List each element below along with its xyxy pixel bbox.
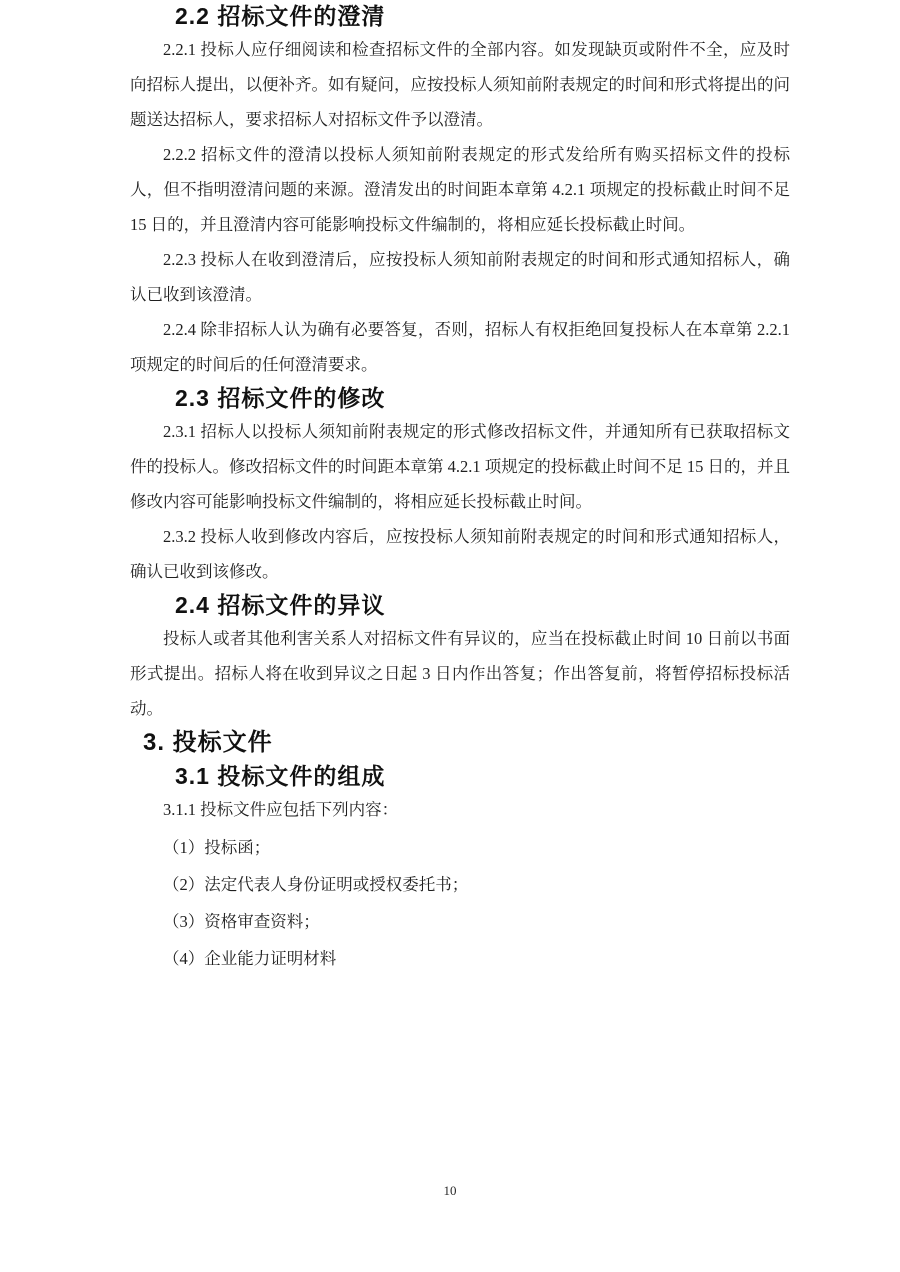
page-number: 10 (443, 1183, 457, 1198)
list-item-4: （4）企业能力证明材料 (163, 949, 337, 968)
section-heading-2-4: 2.4 招标文件的异议 (175, 592, 386, 618)
section-heading-2-3: 2.3 招标文件的修改 (175, 385, 386, 411)
paragraph-2-2-2: 2.2.2 招标文件的澄清以投标人须知前附表规定的形式发给所有购买招标文件的投标人，但不指明澄清问题的来源。澄清发出的时间距本章第 4.2.1 项规定的投标截止时间不足 15 日的，并且澄清内容可能影响投标文件编制的，将相应延长投标截止时间。 (130, 145, 790, 234)
section-heading-3-1: 3.1 投标文件的组成 (175, 763, 386, 789)
paragraph-3-1-1: 3.1.1 投标文件应包括下列内容： (163, 800, 399, 819)
list-item-1: （1）投标函； (163, 838, 271, 857)
paragraph-2-3-2: 2.3.2 投标人收到修改内容后，应按投标人须知前附表规定的时间和形式通知招标人，确认已收到该修改。 (130, 527, 790, 581)
paragraph-2-2-3: 2.2.3 投标人在收到澄清后，应按投标人须知前附表规定的时间和形式通知招标人，确认已收到该澄清。 (130, 250, 790, 304)
paragraph-2-2-1: 2.2.1 投标人应仔细阅读和检查招标文件的全部内容。如发现缺页或附件不全，应及时向招标人提出，以便补齐。如有疑问，应按投标人须知前附表规定的时间和形式将提出的问题送达招标人，要求招标人对招标文件予以澄清。 (130, 40, 790, 129)
list-item-3: （3）资格审查资料； (163, 912, 320, 931)
paragraph-2-2-4: 2.2.4 除非招标人认为确有必要答复，否则，招标人有权拒绝回复投标人在本章第 2.2.1 项规定的时间后的任何澄清要求。 (130, 320, 790, 374)
paragraph-2-3-1: 2.3.1 招标人以投标人须知前附表规定的形式修改招标文件，并通知所有已获取招标文件的投标人。修改招标文件的时间距本章第 4.2.1 项规定的投标截止时间不足 15 日的，并且修改内容可能影响投标文件编制的，将相应延长投标截止时间。 (130, 422, 790, 511)
section-heading-2-2: 2.2 招标文件的澄清 (175, 3, 386, 29)
page-content (130, 0, 790, 976)
chapter-heading-3: 3. 投标文件 (143, 729, 273, 756)
paragraph-2-4: 投标人或者其他利害关系人对招标文件有异议的，应当在投标截止时间 10 日前以书面形式提出。招标人将在收到异议之日起 3 日内作出答复；作出答复前，将暂停招标投标活动。 (130, 629, 790, 718)
list-item-2: （2）法定代表人身份证明或授权委托书； (163, 875, 469, 894)
